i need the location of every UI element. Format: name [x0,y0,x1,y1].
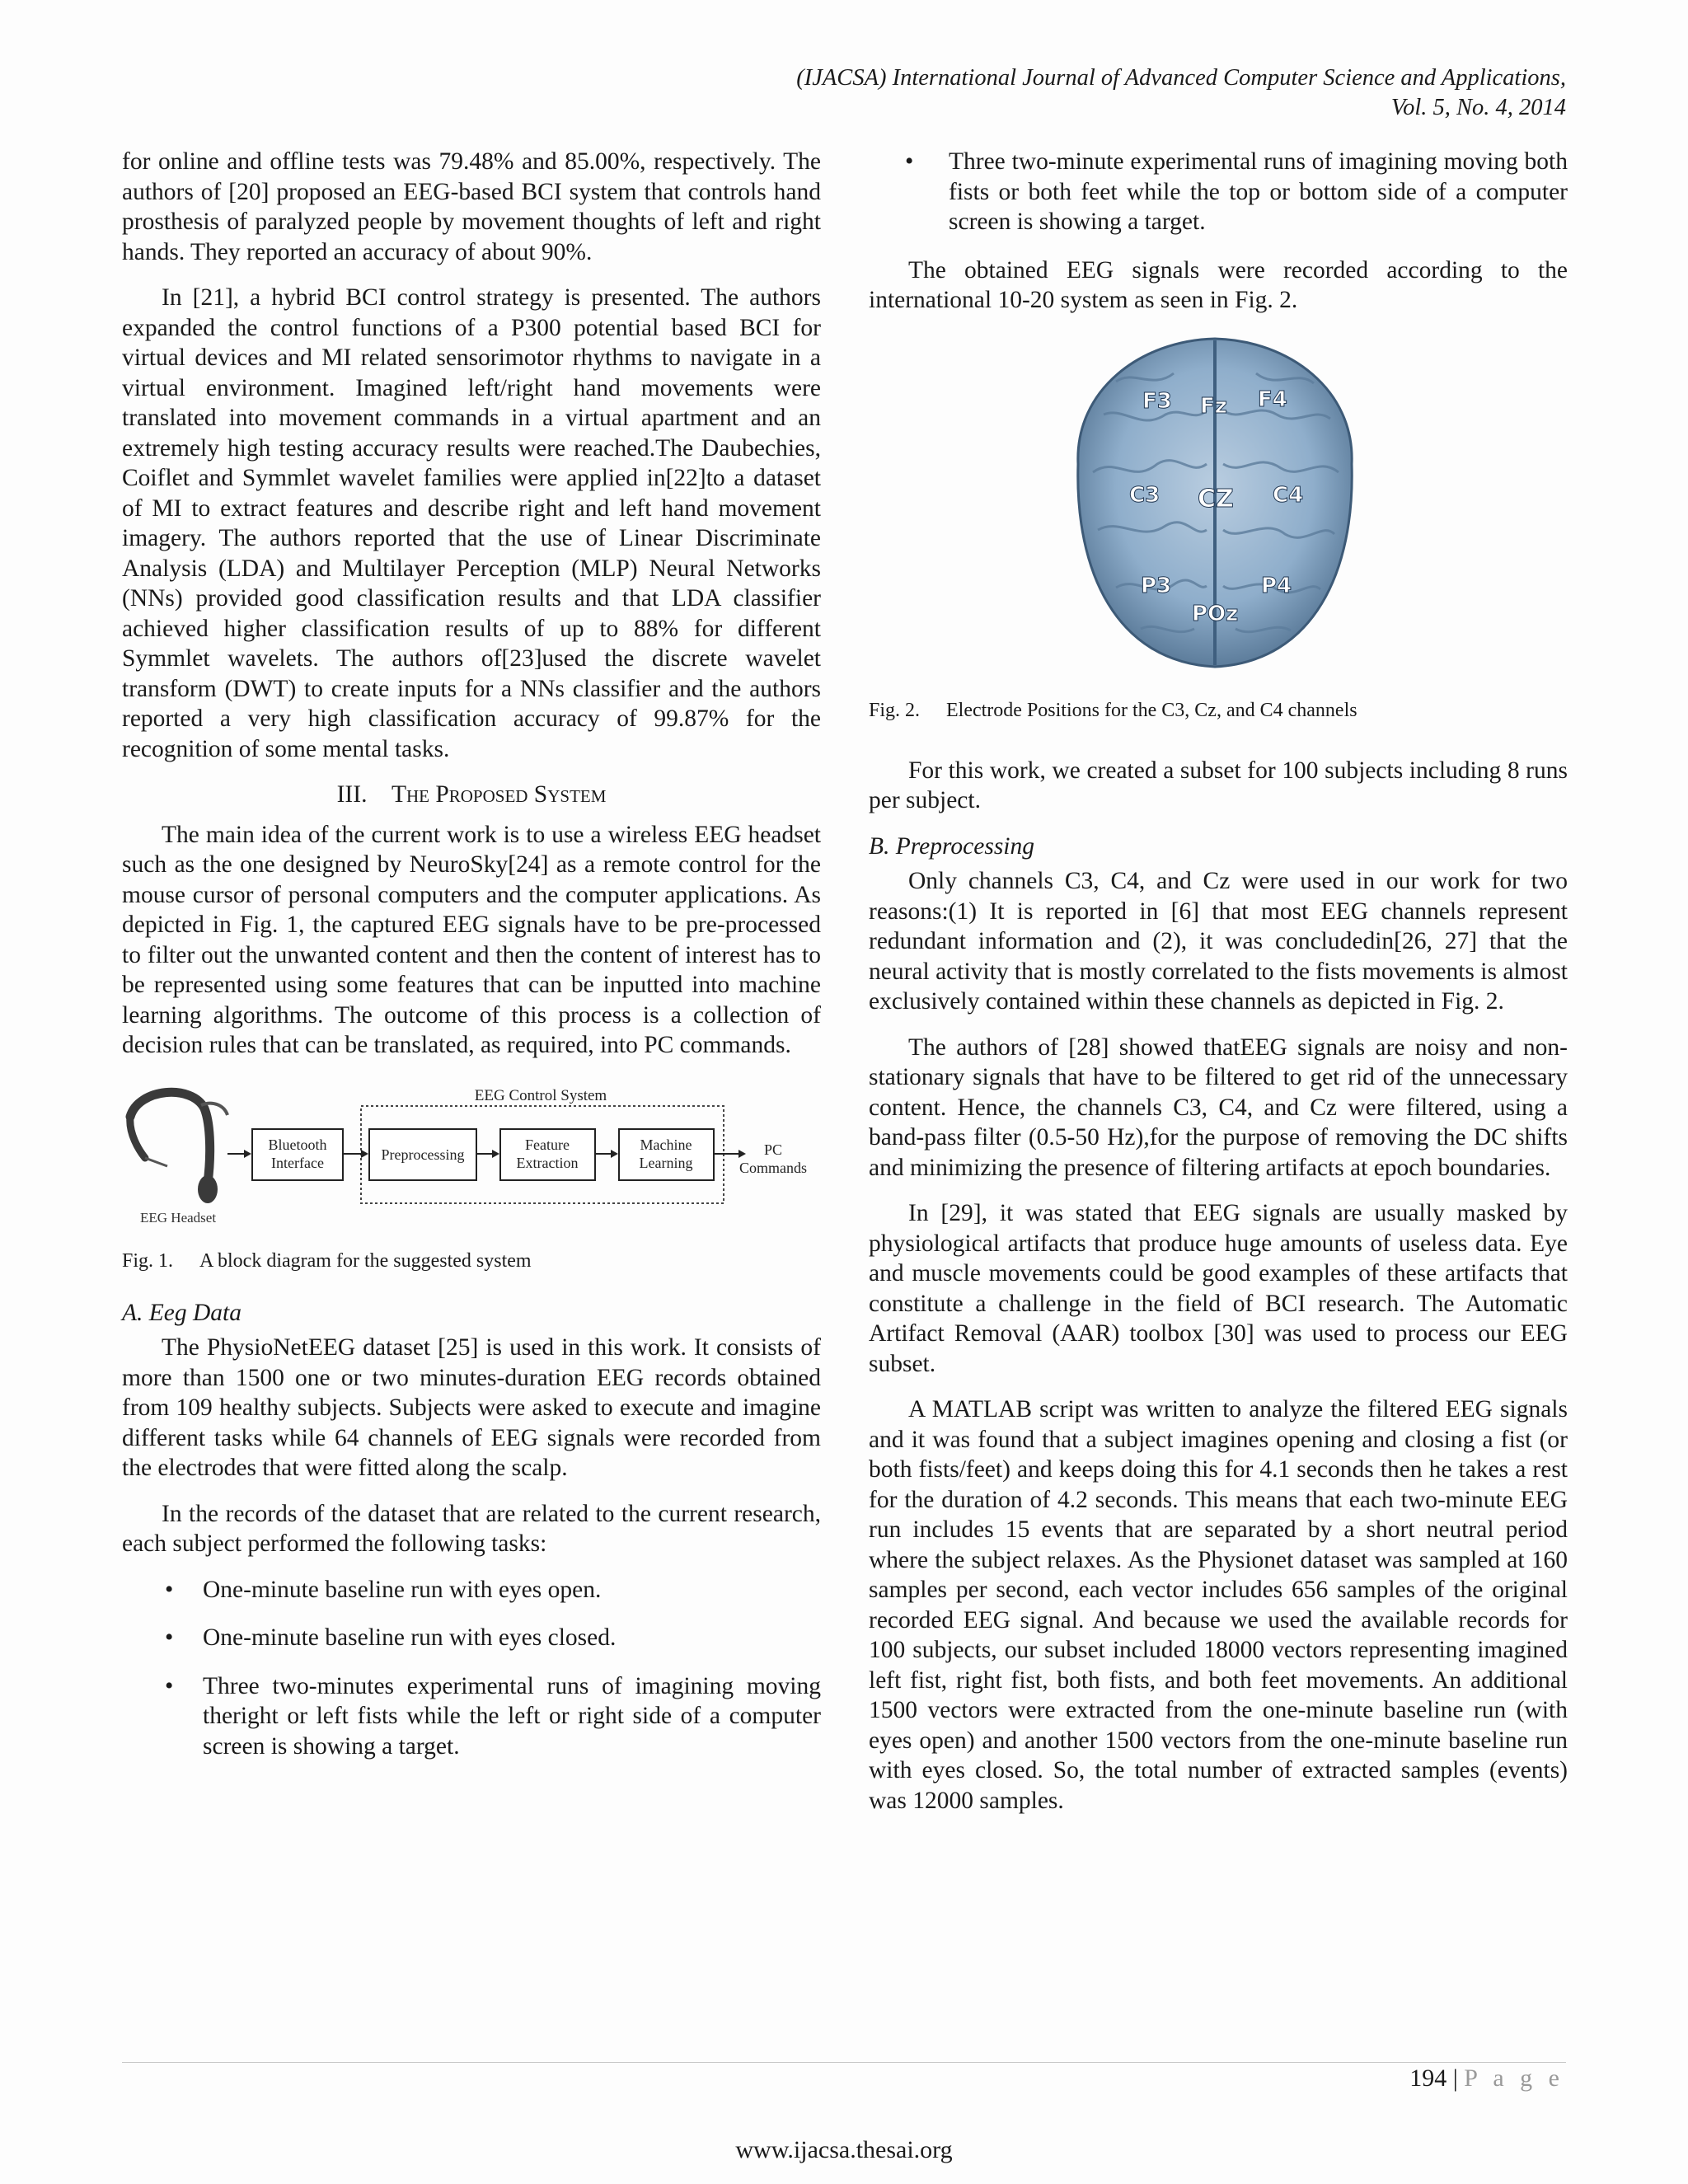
electrode-label: P3 [1141,573,1172,598]
caption-text: Electrode Positions for the C3, Cz, and C4 channels [946,699,1357,721]
task-list-continued [869,147,1568,237]
list-item: • One-minute baseline run with eyes open. [122,1575,821,1605]
running-header-journal: (IJACSA) International Journal of Advanced Computer Science and Applications, [796,65,1566,91]
paragraph: for online and offline tests was 79.48% and 85.00%, respectively. The authors of [20] proposed an EEG-based BCI system that controls hand prosthesis of paralyzed people by movement thoughts of left and right hands. They reported an accuracy of about 90%. [122,148,821,265]
footer-divider [122,2062,1566,2063]
list-item: • Three two-minutes experimental runs of imagining moving theright or left fists while the left or right side of a computer screen is showing a target. [122,1671,821,1762]
electrode-label: CZ [1198,484,1234,513]
page-number-value: 194 [1409,2064,1447,2092]
box-label: Extraction [516,1154,579,1171]
box-label: Feature [525,1136,570,1153]
subsection-heading: B. Preprocessing [869,832,1034,860]
paragraph: In [29], it was stated that EEG signals are usually masked by physiological artifacts that produce huge amounts of useless data. Eye and muscle movements could be good examples of these artifacts that constitute a challenge in the field of BCI research. The Automatic Artifact Removal (AAR) toolbox [30] was used to process our EEG subset. [869,1200,1568,1377]
figure-2-caption [869,698,1568,723]
electrode-label: F3 [1142,388,1172,414]
box-label: Preprocessing [381,1146,465,1163]
section-heading [122,780,821,810]
electrode-label: C3 [1129,482,1160,508]
electrode-label: Fz [1200,393,1227,419]
figure-1-caption [122,1249,821,1273]
electrode-label: P4 [1261,573,1292,598]
left-column [122,147,821,1779]
box-label: Bluetooth [268,1136,327,1153]
page-word: P a g e [1464,2064,1564,2092]
eeg-headset-icon [130,1092,227,1203]
box-label: Learning [639,1154,693,1171]
headset-label: EEG Headset [140,1209,217,1226]
list-item: • One-minute baseline run with eyes closed. [122,1623,821,1653]
control-system-label: EEG Control System [474,1086,607,1104]
right-column [869,147,1568,1831]
electrode-label: POz [1192,601,1239,626]
section-number: III. [336,781,368,808]
output-label: Commands [738,1159,808,1176]
box-label: Machine [640,1136,692,1153]
running-header-volume: Vol. 5, No. 4, 2014 [1390,95,1566,120]
electrode-label: F4 [1258,387,1287,412]
figure-1-block-diagram [122,1084,821,1232]
output-label: PC [763,1141,783,1158]
paragraph: The obtained EEG signals were recorded according to the international 10-20 system as seen in Fig. 2. [869,256,1568,313]
caption-number: Fig. 2. [869,699,921,721]
paragraph: In the records of the dataset that are related to the current research, each subject performed the following tasks: [122,1500,821,1557]
figure-2-brain-electrodes [869,332,1568,695]
paragraph: The main idea of the current work is to use a wireless EEG headset such as the one designed by NeuroSky[24] as a remote control for the mouse cursor of personal computers and the computer applications. As depicted in Fig. 1, the captured EEG signals have to be pre-processed to filter out the unwanted content and then the content of interest has to be represented using some features that can be inputted into machine learning algorithms. The outcome of this process is a collection of decision rules that can be translated, as required, into PC commands. [122,821,821,1058]
brain-image [869,332,1568,695]
caption-number: Fig. 1. [122,1249,174,1272]
page-number-separator: | [1452,2064,1458,2092]
box-label: Interface [271,1154,324,1171]
paragraph: In [21], a hybrid BCI control strategy is presented. The authors expanded the control functions of a P300 potential based BCI for virtual devices and MI related sensorimotor rhythms to navigate in a virtual environment. Imagined left/right hand movements were translated into movement commands in a virtual apartment and an extremely high testing accuracy results were reached.The Daubechies, Coiflet and Symmlet wavelet families were applied in[22]to a dataset of MI to extract features and describe right and left hand movement imagery. The authors reported that the use of Linear Discriminate Analysis (LDA) and Multilayer Perception (MLP) Neural Networks (NNs) provided good classification results and that LDA classifier achieved higher classification results of up to 88% for different Symmlet wavelets. The authors of[23]used the discrete wavelet transform (DWT) to create inputs for a NNs classifier and the authors reported a very high classification accuracy of 99.87% for the recognition of some mental tasks. [122,284,821,762]
paragraph: The PhysioNetEEG dataset [25] is used in this work. It consists of more than 1500 one or two minutes-duration EEG records obtained from 109 healthy subjects. Subjects were asked to execute and imagine different tasks while 64 channels of EEG signals were recorded from the electrodes that were fitted along the scalp. [122,1334,821,1481]
paragraph: Only channels C3, C4, and Cz were used in our work for two reasons:(1) It is reported in [6] that most EEG channels represent redundant information and (2), it was concludedin[26, 27] that the neural activity that is mostly correlated to the fists movements is almost exclusively contained within these channels as depicted in Fig. 2. [869,868,1568,1015]
task-list [122,1575,821,1762]
paragraph: A MATLAB script was written to analyze the filtered EEG signals and it was found that a subject imagines opening and closing a fist (or both fists/feet) and keeps doing this for 4.1 seconds then he takes a rest for the duration of 4.2 seconds. This means that each two-minute EEG run includes 15 events that are separated by a short neutral period where the subject relaxes. As the Physionet dataset was sampled at 160 samples per second, each vector includes 656 samples of the original recorded EEG signal. And because we used the available records for 100 subjects, our subset included 18000 vectors representing imagined left fist, right fist, both fists, and both feet movements. An additional 1500 vectors were extracted from the one-minute baseline run (with eyes open) and another 1500 vectors from the one-minute baseline run with eyes closed. So, the total number of extracted samples (events) was 12000 samples. [869,1396,1568,1814]
list-item: • Three two-minute experimental runs of imagining moving both fists or both feet while the top or bottom side of a computer screen is showing a target. [869,147,1568,237]
subsection-heading: A. Eeg Data [122,1299,242,1326]
paragraph: The authors of [28] showed thatEEG signals are noisy and non-stationary signals that have to be filtered to get rid of the unnecessary content. Hence, the channels C3, C4, and Cz were filtered, using a band-pass filter (0.5-50 Hz),for the purpose of removing the DC shifts and minimizing the presence of filtering artifacts at epoch boundaries. [869,1033,1568,1181]
electrode-label: C4 [1273,482,1304,508]
caption-text: A block diagram for the suggested system [199,1249,532,1272]
page-number [1409,2062,1564,2095]
section-title: The Proposed System [391,781,607,808]
footer-website[interactable]: www.ijacsa.thesai.org [735,2136,953,2163]
paragraph: For this work, we created a subset for 100 subjects including 8 runs per subject. [869,757,1568,813]
block-diagram [122,1084,821,1232]
